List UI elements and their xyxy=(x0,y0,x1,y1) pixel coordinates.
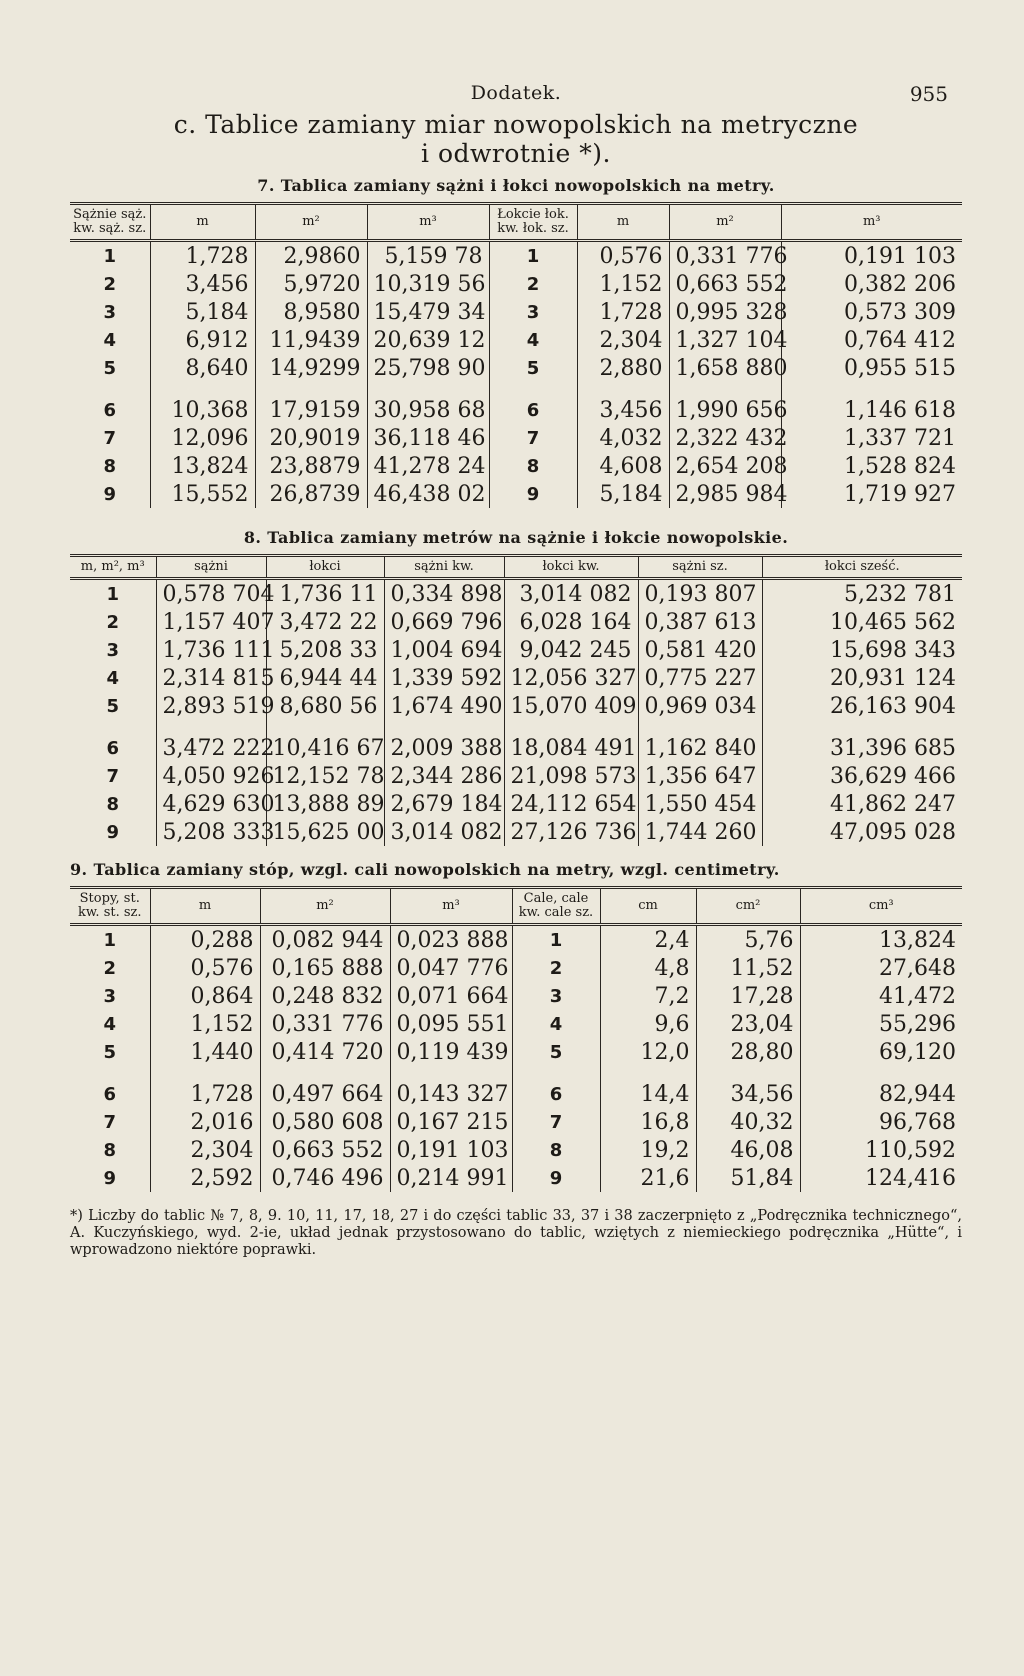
table7 xyxy=(70,202,962,508)
table-row xyxy=(70,1010,962,1038)
table-cell: 9,042 245 xyxy=(504,636,638,664)
table-cell: 17,9159 xyxy=(255,382,367,424)
table-cell: 51,84 xyxy=(696,1164,800,1192)
table-cell: 0,288 xyxy=(150,925,260,955)
table-cell: 5 xyxy=(512,1038,600,1066)
table-cell: 2,880 xyxy=(577,354,669,382)
table-cell: 1 xyxy=(70,925,150,955)
table8-header-cell: m, m², m³ xyxy=(70,556,156,579)
table-cell: 6 xyxy=(70,1066,150,1108)
table-cell: 23,8879 xyxy=(255,452,367,480)
table-cell: 10,465 562 xyxy=(830,609,956,635)
table-cell: 1 xyxy=(70,241,150,271)
table-cell: 0,119 439 xyxy=(390,1038,512,1066)
table-cell: 5,232 781 xyxy=(844,581,956,607)
table7-header-cell: m² xyxy=(669,204,781,241)
section-title-line-2: i odwrotnie *). xyxy=(421,139,611,168)
table-cell: 3,456 xyxy=(577,382,669,424)
table-cell: 30,958 68 xyxy=(367,382,489,424)
table-cell: 5 xyxy=(70,354,150,382)
table-row xyxy=(70,954,962,982)
table-row xyxy=(70,1108,962,1136)
table-cell: 1,339 592 xyxy=(384,664,504,692)
table-row xyxy=(70,452,962,480)
table8 xyxy=(70,554,962,846)
table-cell: 1,728 xyxy=(150,1066,260,1108)
table-cell: 3,014 082 xyxy=(504,579,638,609)
table-cell: 0,746 496 xyxy=(260,1164,390,1192)
table-cell: 0,995 328 xyxy=(669,298,781,326)
table-cell: 8,680 56 xyxy=(266,692,384,720)
table-cell: 0,955 515 xyxy=(844,355,956,381)
table-cell: 13,824 xyxy=(879,927,956,953)
table-cell: 14,9299 xyxy=(255,354,367,382)
table-cell: 1,728 xyxy=(150,241,255,271)
table-cell: 0,143 327 xyxy=(390,1066,512,1108)
table-cell: 1,744 260 xyxy=(638,818,762,846)
table-cell: 1,658 880 xyxy=(669,354,781,382)
table-cell: 2,679 184 xyxy=(384,790,504,818)
table-cell: 9 xyxy=(70,818,156,846)
table-cell: 0,573 309 xyxy=(844,299,956,325)
table-cell: 1,736 111 xyxy=(156,636,266,664)
table7-body xyxy=(70,241,962,509)
table-cell: 1,004 694 xyxy=(384,636,504,664)
table-cell: 6,912 xyxy=(150,326,255,354)
table-cell: 40,32 xyxy=(696,1108,800,1136)
table-cell: 46,08 xyxy=(696,1136,800,1164)
table-cell: 0,576 xyxy=(150,954,260,982)
table-cell: 3,014 082 xyxy=(384,818,504,846)
table-cell: 10,319 56 xyxy=(367,270,489,298)
table-cell: 15,698 343 xyxy=(830,637,956,663)
table7-header-cell: Sążnie sąż. kw. sąż. sz. xyxy=(70,204,150,241)
table-row xyxy=(70,982,962,1010)
table-cell: 20,639 12 xyxy=(367,326,489,354)
table-cell: 19,2 xyxy=(600,1136,696,1164)
table-cell: 6 xyxy=(70,720,156,762)
table-cell: 20,9019 xyxy=(255,424,367,452)
table-cell: 2 xyxy=(489,270,577,298)
table9-header-cell: m² xyxy=(260,888,390,925)
table8-header-cell: sążni sz. xyxy=(638,556,762,579)
table-cell: 1,674 490 xyxy=(384,692,504,720)
table-row xyxy=(70,692,962,720)
table9-header-row xyxy=(70,888,962,925)
footnote: *) Liczby do tablic № 7, 8, 9. 10, 11, 17, 18, 27 i do części tablic 33, 37 i 38 zaczerpnięto z „Podręcznika technicznego“, A. Kuczyńskiego, wyd. 2-ie, układ jednak przystosowano do tablic, wziętych z niemieckiego podręcznika „Hütte“, i wprowadzono niektóre poprawki. xyxy=(70,1208,962,1258)
table-cell: 0,775 227 xyxy=(638,664,762,692)
table8-header-cell: sążni xyxy=(156,556,266,579)
table-cell: 6,944 44 xyxy=(266,664,384,692)
table-row xyxy=(70,1066,962,1108)
table-cell: 5 xyxy=(489,354,577,382)
table7-header-cell: m² xyxy=(255,204,367,241)
table-cell: 10,416 67 xyxy=(266,720,384,762)
table-cell: 1,736 11 xyxy=(266,579,384,609)
table7-header-cell: Łokcie łok. kw. łok. sz. xyxy=(489,204,577,241)
table-cell: 27,648 xyxy=(879,955,956,981)
table-cell: 28,80 xyxy=(696,1038,800,1066)
table7-title: 7. Tablica zamiany sążni i łokci nowopolskich na metry. xyxy=(257,176,775,195)
table-cell: 0,578 704 xyxy=(156,579,266,609)
table-cell: 18,084 491 xyxy=(504,720,638,762)
table-cell: 20,931 124 xyxy=(830,665,956,691)
table-cell: 12,096 xyxy=(150,424,255,452)
table-cell: 7 xyxy=(489,424,577,452)
table-cell: 15,070 409 xyxy=(504,692,638,720)
table-cell: 34,56 xyxy=(696,1066,800,1108)
table-cell: 47,095 028 xyxy=(830,819,956,845)
table-row xyxy=(70,298,962,326)
table-cell: 2,9860 xyxy=(255,241,367,271)
table9-title: 9. Tablica zamiany stóp, wzgl. cali nowopolskich na metry, wzgl. centimetry. xyxy=(70,860,780,879)
table-cell: 26,8739 xyxy=(255,480,367,508)
table-cell: 2,654 208 xyxy=(669,452,781,480)
table-cell: 12,056 327 xyxy=(504,664,638,692)
table-cell: 3,456 xyxy=(150,270,255,298)
table-cell: 2,985 984 xyxy=(669,480,781,508)
table-cell: 36,629 466 xyxy=(830,763,956,789)
table-cell: 1,337 721 xyxy=(844,425,956,451)
table-row xyxy=(70,636,962,664)
table-row xyxy=(70,608,962,636)
table-cell: 0,663 552 xyxy=(669,270,781,298)
table8-header-cell: łokci xyxy=(266,556,384,579)
running-head xyxy=(70,60,962,106)
table-cell: 0,387 613 xyxy=(638,608,762,636)
table-cell: 1,990 656 xyxy=(669,382,781,424)
table9-header-cell: m xyxy=(150,888,260,925)
table-cell: 24,112 654 xyxy=(504,790,638,818)
table-cell: 0,414 720 xyxy=(260,1038,390,1066)
table-cell: 4 xyxy=(70,664,156,692)
section-title xyxy=(70,110,962,168)
table-cell: 0,071 664 xyxy=(390,982,512,1010)
section-title-line-1: c. Tablice zamiany miar nowopolskich na metryczne xyxy=(173,110,859,139)
table-cell: 15,625 00 xyxy=(266,818,384,846)
table-cell: 4,8 xyxy=(600,954,696,982)
table7-header-cell: m xyxy=(577,204,669,241)
table-cell: 4 xyxy=(489,326,577,354)
table-cell: 14,4 xyxy=(600,1066,696,1108)
table-cell: 96,768 xyxy=(879,1109,956,1135)
table-cell: 31,396 685 xyxy=(830,735,956,761)
table-cell: 1 xyxy=(512,925,600,955)
table-cell: 1 xyxy=(489,241,577,271)
table-cell: 4,629 630 xyxy=(156,790,266,818)
table-cell: 2,304 xyxy=(577,326,669,354)
table-cell: 26,163 904 xyxy=(830,693,956,719)
table-cell: 4,050 926 xyxy=(156,762,266,790)
table-cell: 25,798 90 xyxy=(367,354,489,382)
table-cell: 0,669 796 xyxy=(384,608,504,636)
table-cell: 5,9720 xyxy=(255,270,367,298)
table-cell: 9 xyxy=(70,1164,150,1192)
table-cell: 5,208 333 xyxy=(156,818,266,846)
table-cell: 15,552 xyxy=(150,480,255,508)
table-row xyxy=(70,424,962,452)
table-cell: 110,592 xyxy=(865,1137,956,1163)
table-cell: 5 xyxy=(70,1038,150,1066)
page-number: 955 xyxy=(909,82,948,106)
table-cell: 15,479 34 xyxy=(367,298,489,326)
table-cell: 55,296 xyxy=(879,1011,956,1037)
table-cell: 2 xyxy=(512,954,600,982)
table-row xyxy=(70,762,962,790)
table-cell: 2,893 519 xyxy=(156,692,266,720)
table-cell: 4,608 xyxy=(577,452,669,480)
table-cell: 0,095 551 xyxy=(390,1010,512,1038)
table9-header-cell: m³ xyxy=(390,888,512,925)
table7-header-cell: m xyxy=(150,204,255,241)
table-cell: 1,728 xyxy=(577,298,669,326)
table-cell: 0,580 608 xyxy=(260,1108,390,1136)
table-cell: 8,640 xyxy=(150,354,255,382)
table-row xyxy=(70,480,962,508)
table-cell: 7 xyxy=(512,1108,600,1136)
table-cell: 2 xyxy=(70,954,150,982)
table8-header-cell: łokci sześć. xyxy=(762,556,962,579)
table-cell: 69,120 xyxy=(879,1039,956,1065)
table-cell: 2 xyxy=(70,608,156,636)
table-cell: 3 xyxy=(70,298,150,326)
table-cell: 3 xyxy=(70,982,150,1010)
table-cell: 0,969 034 xyxy=(638,692,762,720)
table-cell: 5,184 xyxy=(150,298,255,326)
table-row xyxy=(70,1164,962,1192)
table-cell: 1,528 824 xyxy=(844,453,956,479)
table-cell: 41,472 xyxy=(879,983,956,1009)
table-cell: 0,764 412 xyxy=(844,327,956,353)
table9-header-cell: cm xyxy=(600,888,696,925)
table-cell: 0,191 103 xyxy=(844,243,956,269)
table-row xyxy=(70,664,962,692)
table-cell: 41,278 24 xyxy=(367,452,489,480)
table-cell: 8 xyxy=(512,1136,600,1164)
table-row xyxy=(70,354,962,382)
table-cell: 1,157 407 xyxy=(156,608,266,636)
table7-header-cell: m³ xyxy=(781,204,962,241)
table-cell: 0,167 215 xyxy=(390,1108,512,1136)
table9 xyxy=(70,886,962,1192)
table-row xyxy=(70,382,962,424)
table-cell: 2,304 xyxy=(150,1136,260,1164)
table-cell: 0,331 776 xyxy=(669,241,781,271)
table-row xyxy=(70,818,962,846)
table-cell: 12,152 78 xyxy=(266,762,384,790)
table8-body xyxy=(70,579,962,847)
table-cell: 3,472 222 xyxy=(156,720,266,762)
table-cell: 7 xyxy=(70,424,150,452)
table-cell: 2 xyxy=(70,270,150,298)
table8-title: 8. Tablica zamiany metrów na sążnie i łokcie nowopolskie. xyxy=(243,528,789,547)
table-cell: 8 xyxy=(70,790,156,818)
table-cell: 6 xyxy=(70,382,150,424)
table7-header-cell: m³ xyxy=(367,204,489,241)
table-cell: 2,344 286 xyxy=(384,762,504,790)
table-cell: 6 xyxy=(489,382,577,424)
table-cell: 0,382 206 xyxy=(844,271,956,297)
table-cell: 9,6 xyxy=(600,1010,696,1038)
table-cell: 17,28 xyxy=(696,982,800,1010)
running-title: Dodatek. xyxy=(470,82,562,104)
table-cell: 2,314 815 xyxy=(156,664,266,692)
table-cell: 8 xyxy=(489,452,577,480)
table-cell: 0,248 832 xyxy=(260,982,390,1010)
table-row xyxy=(70,720,962,762)
table-cell: 6,028 164 xyxy=(504,608,638,636)
table-cell: 3 xyxy=(489,298,577,326)
table-cell: 1,719 927 xyxy=(844,481,956,507)
table-cell: 0,165 888 xyxy=(260,954,390,982)
table-cell: 1,146 618 xyxy=(844,397,956,423)
table-cell: 5,159 78 xyxy=(367,241,489,271)
table-cell: 21,098 573 xyxy=(504,762,638,790)
table-cell: 2,4 xyxy=(600,925,696,955)
table-cell: 7 xyxy=(70,1108,150,1136)
table-cell: 12,0 xyxy=(600,1038,696,1066)
table-cell: 3 xyxy=(512,982,600,1010)
table-cell: 0,663 552 xyxy=(260,1136,390,1164)
table-cell: 4,032 xyxy=(577,424,669,452)
table-cell: 4 xyxy=(70,1010,150,1038)
table9-header-cell: cm³ xyxy=(800,888,962,925)
table-row xyxy=(70,579,962,609)
table-cell: 0,214 991 xyxy=(390,1164,512,1192)
table-cell: 3,472 22 xyxy=(266,608,384,636)
table-cell: 7 xyxy=(70,762,156,790)
table-cell: 1,440 xyxy=(150,1038,260,1066)
table-cell: 4 xyxy=(70,326,150,354)
table-cell: 4 xyxy=(512,1010,600,1038)
table-cell: 0,334 898 xyxy=(384,579,504,609)
table-cell: 13,888 89 xyxy=(266,790,384,818)
table-cell: 1,327 104 xyxy=(669,326,781,354)
table-cell: 1,356 647 xyxy=(638,762,762,790)
table-cell: 2,592 xyxy=(150,1164,260,1192)
table-cell: 8,9580 xyxy=(255,298,367,326)
table8-header-row xyxy=(70,556,962,579)
table-cell: 1,162 840 xyxy=(638,720,762,762)
table8-header-cell: sążni kw. xyxy=(384,556,504,579)
table-row xyxy=(70,326,962,354)
table-cell: 0,864 xyxy=(150,982,260,1010)
table-cell: 3 xyxy=(70,636,156,664)
table-cell: 46,438 02 xyxy=(367,480,489,508)
table-cell: 10,368 xyxy=(150,382,255,424)
table8-header-cell: łokci kw. xyxy=(504,556,638,579)
table-cell: 2,322 432 xyxy=(669,424,781,452)
table-cell: 0,023 888 xyxy=(390,925,512,955)
table-cell: 8 xyxy=(70,1136,150,1164)
table-cell: 7,2 xyxy=(600,982,696,1010)
table-cell: 21,6 xyxy=(600,1164,696,1192)
table7-header-row xyxy=(70,204,962,241)
table-cell: 5,76 xyxy=(696,925,800,955)
table9-header-cell: Cale, cale kw. cale sz. xyxy=(512,888,600,925)
table-cell: 11,9439 xyxy=(255,326,367,354)
table-cell: 8 xyxy=(70,452,150,480)
table-row xyxy=(70,925,962,955)
table-cell: 16,8 xyxy=(600,1108,696,1136)
table-cell: 36,118 46 xyxy=(367,424,489,452)
table-cell: 5,184 xyxy=(577,480,669,508)
table-row xyxy=(70,241,962,271)
table-cell: 0,047 776 xyxy=(390,954,512,982)
table-cell: 1,550 454 xyxy=(638,790,762,818)
table-cell: 0,331 776 xyxy=(260,1010,390,1038)
table-row xyxy=(70,1136,962,1164)
table-cell: 41,862 247 xyxy=(830,791,956,817)
table-cell: 6 xyxy=(512,1066,600,1108)
table-cell: 124,416 xyxy=(865,1165,956,1191)
table-cell: 23,04 xyxy=(696,1010,800,1038)
table-row xyxy=(70,790,962,818)
table-cell: 0,082 944 xyxy=(260,925,390,955)
table-cell: 0,576 xyxy=(577,241,669,271)
table-row xyxy=(70,1038,962,1066)
table-cell: 9 xyxy=(70,480,150,508)
table-cell: 0,581 420 xyxy=(638,636,762,664)
table-cell: 2,009 388 xyxy=(384,720,504,762)
table-cell: 1,152 xyxy=(577,270,669,298)
table-cell: 9 xyxy=(489,480,577,508)
table-cell: 0,191 103 xyxy=(390,1136,512,1164)
table-row xyxy=(70,270,962,298)
table-cell: 1 xyxy=(70,579,156,609)
table-cell: 2,016 xyxy=(150,1108,260,1136)
table-cell: 5 xyxy=(70,692,156,720)
table-cell: 11,52 xyxy=(696,954,800,982)
table-cell: 82,944 xyxy=(879,1081,956,1107)
table-cell: 0,497 664 xyxy=(260,1066,390,1108)
table-cell: 27,126 736 xyxy=(504,818,638,846)
table-cell: 0,193 807 xyxy=(638,579,762,609)
table-cell: 9 xyxy=(512,1164,600,1192)
table-cell: 1,152 xyxy=(150,1010,260,1038)
table9-header-cell: cm² xyxy=(696,888,800,925)
table9-header-cell: Stopy, st. kw. st. sz. xyxy=(70,888,150,925)
table-cell: 5,208 33 xyxy=(266,636,384,664)
table9-body xyxy=(70,925,962,1193)
table-cell: 13,824 xyxy=(150,452,255,480)
